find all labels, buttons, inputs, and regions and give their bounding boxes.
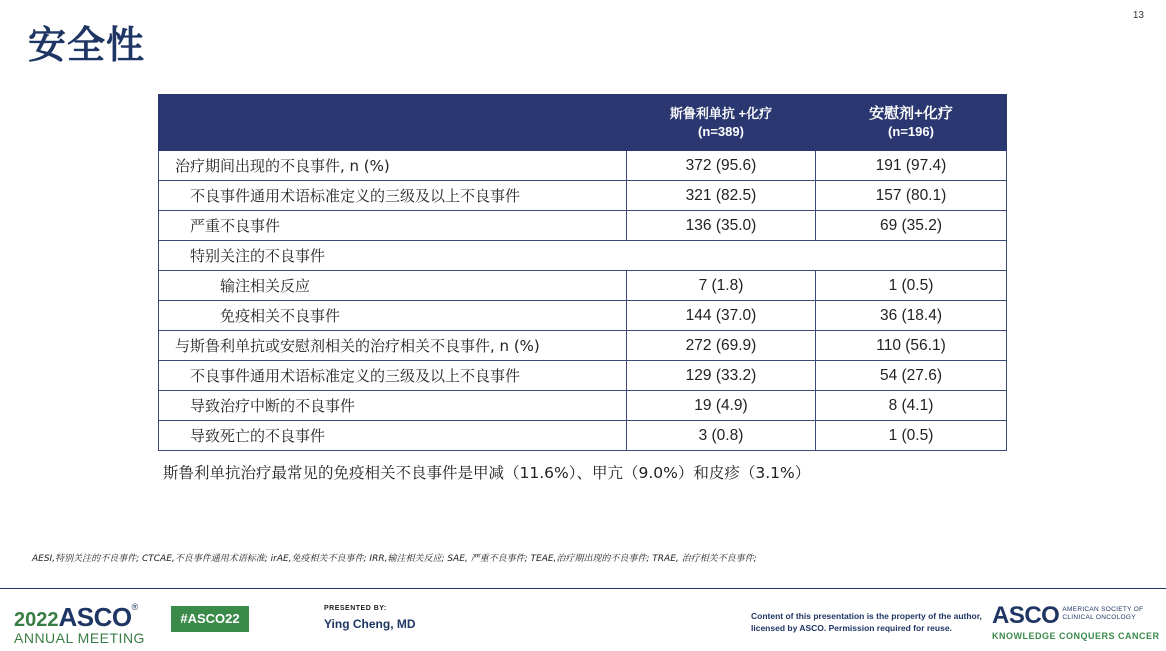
row-label: 严重不良事件 [159,211,627,241]
meeting-logo [14,602,145,646]
header-arm-serplulimab: 斯鲁利单抗 +化疗 (n=389) [627,95,816,151]
cell-placebo: 8 (4.1) [816,391,1007,421]
header-arm-placebo: 安慰剂+化疗 (n=196) [816,95,1007,151]
cell-placebo: 110 (56.1) [816,331,1007,361]
table-header-row [159,95,1007,151]
row-label: 治疗期间出现的不良事件, n (%) [159,151,627,181]
hashtag-badge: #ASCO22 [171,606,249,632]
cell-placebo: 36 (18.4) [816,301,1007,331]
cell-serplulimab: 19 (4.9) [627,391,816,421]
abbreviation-footnote: AESI,特别关注的不良事件; CTCAE,不良事件通用术语标准; irAE,免疫相关不良事件; IRR,输注相关反应; SAE, 严重不良事件; TEAE,治疗期出现的不良事件; TRAE, 治疗相关不良事件; [32,554,757,564]
org-logo-text: ASCO [992,602,1060,629]
presenter-name: Ying Cheng, MD [324,617,416,631]
cell-serplulimab: 7 (1.8) [627,271,816,301]
row-label: 输注相关反应 [159,271,627,301]
row-label: 特别关注的不良事件 [159,241,1007,271]
cell-serplulimab: 129 (33.2) [627,361,816,391]
row-label: 导致死亡的不良事件 [159,421,627,451]
asco-org-logo [992,602,1160,641]
row-label: 导致治疗中断的不良事件 [159,391,627,421]
table-row [159,151,1007,181]
cell-placebo: 69 (35.2) [816,211,1007,241]
copyright-notice: Content of this presentation is the property of the author, licensed by ASCO. Permission required for reuse. [751,611,982,633]
org-full-name: AMERICAN SOCIETY OF CLINICAL ONCOLOGY [1062,606,1144,621]
page-title: 安全性 [28,23,146,67]
cell-placebo: 1 (0.5) [816,271,1007,301]
cell-placebo: 1 (0.5) [816,421,1007,451]
safety-table [158,94,1007,451]
table-row [159,391,1007,421]
presenter-block [324,605,416,631]
registered-icon: ® [131,602,139,612]
presented-by-label: PRESENTED BY: [324,605,387,612]
table-row [159,361,1007,391]
cell-placebo: 191 (97.4) [816,151,1007,181]
cell-serplulimab: 321 (82.5) [627,181,816,211]
cell-placebo: 157 (80.1) [816,181,1007,211]
org-tagline: KNOWLEDGE CONQUERS CANCER [992,631,1160,641]
cell-serplulimab: 144 (37.0) [627,301,816,331]
row-label: 免疫相关不良事件 [159,301,627,331]
meeting-org: ASCO [58,602,132,632]
cell-serplulimab: 136 (35.0) [627,211,816,241]
cell-serplulimab: 372 (95.6) [627,151,816,181]
table-row [159,181,1007,211]
page-number: 13 [1132,10,1144,21]
header-blank [159,95,627,151]
row-label: 不良事件通用术语标准定义的三级及以上不良事件 [159,361,627,391]
table-row [159,241,1007,271]
row-label: 与斯鲁利单抗或安慰剂相关的治疗相关不良事件, n (%) [159,331,627,361]
meeting-name: ANNUAL MEETING [14,630,145,646]
table-row [159,211,1007,241]
row-label: 不良事件通用术语标准定义的三级及以上不良事件 [159,181,627,211]
table-row [159,301,1007,331]
cell-serplulimab: 3 (0.8) [627,421,816,451]
table-row [159,331,1007,361]
cell-serplulimab: 272 (69.9) [627,331,816,361]
cell-placebo: 54 (27.6) [816,361,1007,391]
footer-divider [0,588,1166,589]
summary-note: 斯鲁利单抗治疗最常见的免疫相关不良事件是甲减（11.6%）、甲亢（9.0%）和皮疹（3.1%） [163,464,811,482]
meeting-year: 2022 [14,609,59,631]
table-row [159,271,1007,301]
table-row [159,421,1007,451]
